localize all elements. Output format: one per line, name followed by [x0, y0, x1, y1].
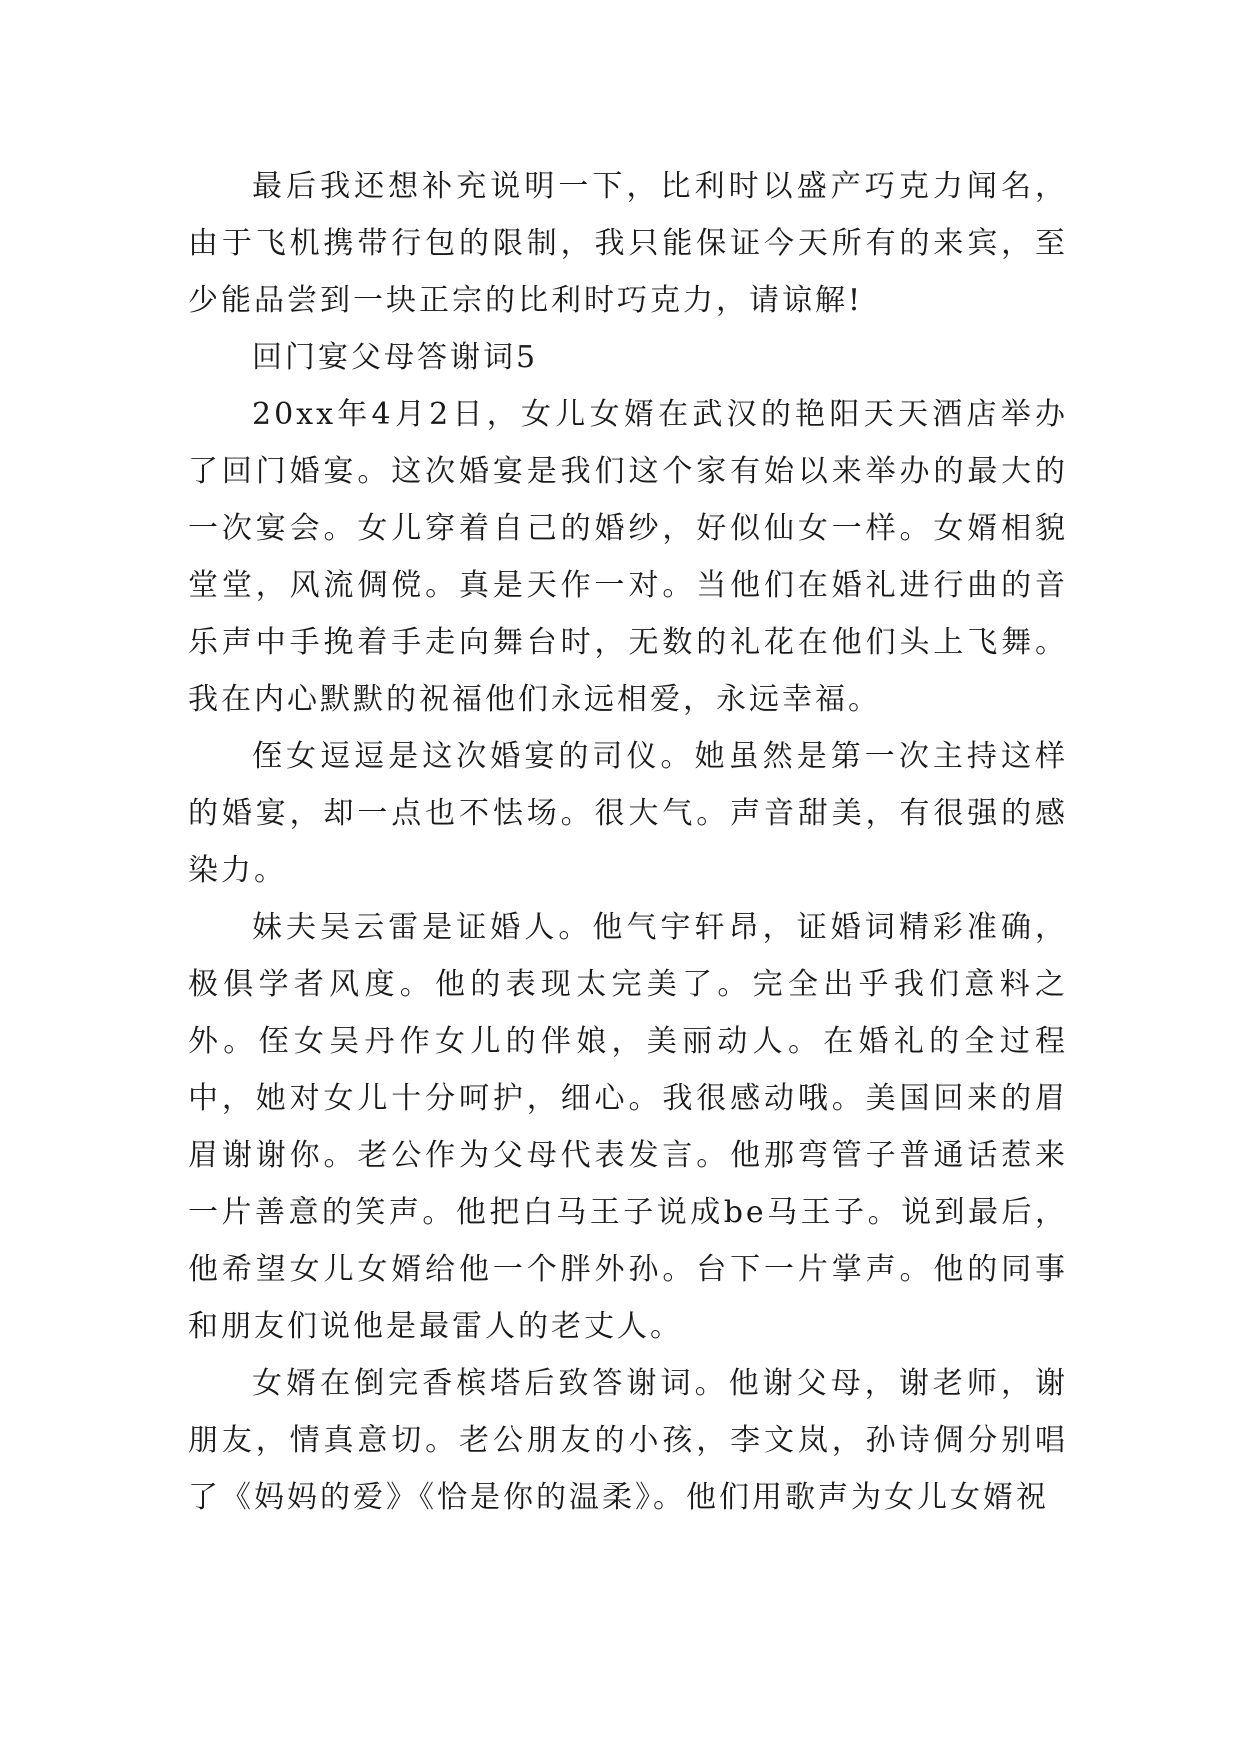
document-body: [188, 158, 1068, 1526]
paragraph-emcee: 侄女逗逗是这次婚宴的司仪。她虽然是第一次主持这样的婚宴，却一点也不怯场。很大气。声音甜美，有很强的感染力。: [188, 739, 1068, 888]
paragraph-witness: 妹夫吴云雷是证婚人。他气宇轩昂，证婚词精彩准确，极俱学者风度。他的表现太完美了。完全出乎我们意料之外。侄女吴丹作女儿的伴娘，美丽动人。在婚礼的全过程中，她对女儿十分呵护，细心。我很感动哦。美国回来的眉眉谢谢你。老公作为父母代表发言。他那弯管子普通话惹来一片善意的笑声。他把白马王子说成be马王子。说到最后，他希望女儿女婿给他一个胖外孙。台下一片掌声。他的同事和朋友们说他是最雷人的老丈人。: [188, 910, 1068, 1344]
paragraph-thanks-speech: 女婿在倒完香槟塔后致答谢词。他谢父母，谢老师，谢朋友，情真意切。老公朋友的小孩，李文岚，孙诗倜分别唱了《妈妈的爱》《恰是你的温柔》。他们用歌声为女儿女婿祝: [188, 1366, 1068, 1515]
section-heading: 回门宴父母答谢词5: [252, 340, 539, 375]
paragraph-wedding-banquet: 20xx年4月2日，女儿女婿在武汉的艳阳天天酒店举办了回门婚宴。这次婚宴是我们这个家有始以来举办的最大的一次宴会。女儿穿着自己的婚纱，好似仙女一样。女婿相貌堂堂，风流倜傥。真是天作一对。当他们在婚礼进行曲的音乐声中手挽着手走向舞台时，无数的礼花在他们头上飞舞。我在内心默默的祝福他们永远相爱，永远幸福。: [188, 397, 1068, 717]
paragraph-chocolate-note: 最后我还想补充说明一下，比利时以盛产巧克力闻名，由于飞机携带行包的限制，我只能保证今天所有的来宾，至少能品尝到一块正宗的比利时巧克力，请谅解!: [188, 169, 1068, 318]
